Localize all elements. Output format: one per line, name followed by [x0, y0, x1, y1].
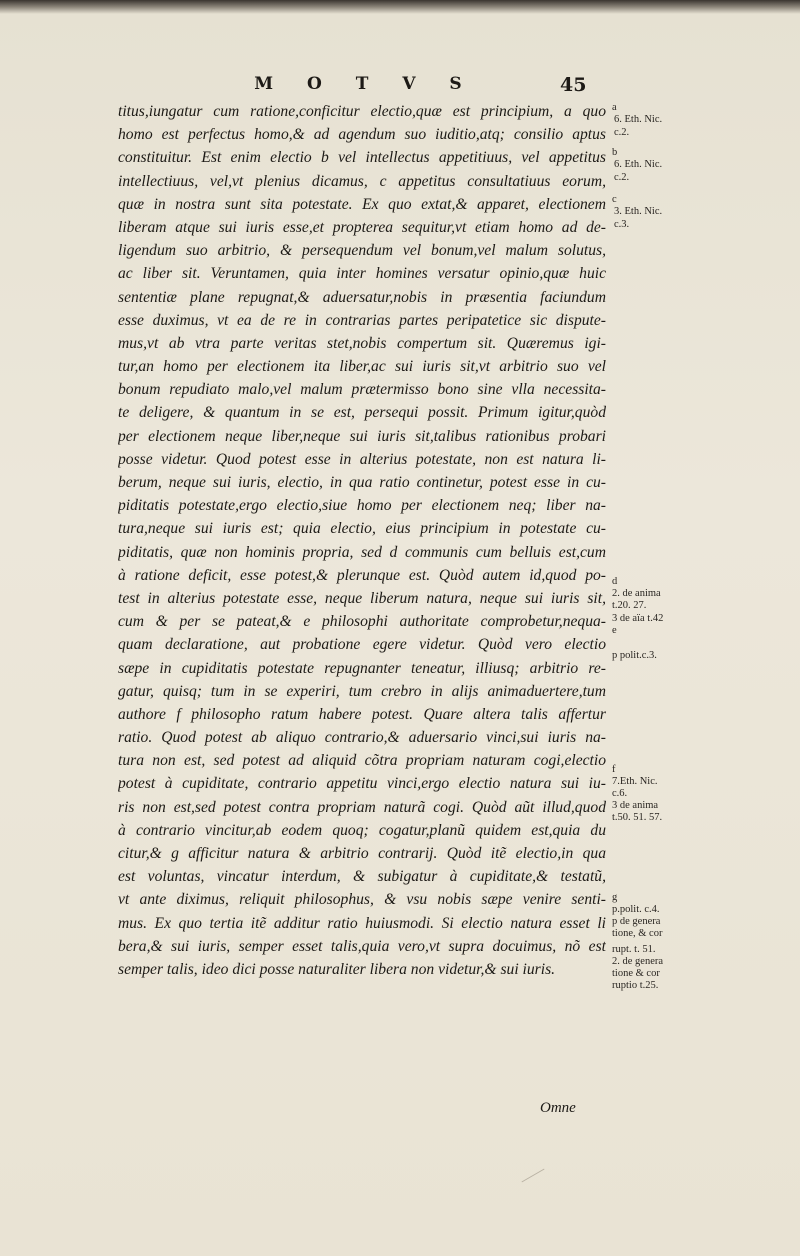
- margin-note: c.2.: [614, 127, 630, 138]
- text-line: tura non est, sed potest ad aliquid cõtra propriam naturam cogi,electio: [118, 752, 606, 770]
- text-line: te deligere, & quantum in se est, persequi possit. Primum igitur,quòd: [118, 404, 606, 422]
- margin-note: c: [612, 194, 617, 205]
- text-line: per electionem neque liber,neque sui iuris sit,talibus rationibus probari: [118, 427, 606, 445]
- text-line: bera,& sui iuris, semper esset talis,quia vero,vt supra docuimus, nõ est: [118, 937, 606, 955]
- text-line: est voluntas, vincatur interdum, & subigatur à cupiditate,& testatũ,: [118, 868, 606, 886]
- text-line: test in alterius potestate esse, neque liberum natura, neque sui iuris sit,: [118, 589, 606, 607]
- margin-note: 2. de anima: [612, 588, 661, 599]
- pencil-mark: [521, 1169, 544, 1183]
- text-line: intellectiuus, vel,vt plenius dicamus, c appetitus consultatiuus eorum,: [118, 172, 606, 190]
- margin-note: 3. Eth. Nic.: [614, 206, 663, 217]
- text-line: esse duximus, vt ea de re in contrarias partes peripatetice sic dispute-: [118, 311, 606, 329]
- text-line: potest à cupiditate, contrario appetitu vinci,ergo electio natura sui iu-: [118, 775, 606, 793]
- text-line: à ratione deficit, esse potest,& plerunque est. Quòd autem id,quod po-: [118, 566, 606, 584]
- margin-note: d: [612, 576, 618, 587]
- text-line: tur,an homo per electionem ita liber,ac sui iuris sit,vt arbitrio suo vel: [118, 358, 606, 376]
- margin-note: 2. de genera: [612, 956, 664, 967]
- text-line: sæpe in cupiditatis potestate repugnanter teneatur, illiusq; arbitrio re-: [118, 659, 606, 677]
- text-line: authore f philosopho ratum habere potest. Quare altera talis affertur: [118, 705, 606, 723]
- text-line: cum & per se pateat,& e philosophi authoritate comprobetur,nequa-: [118, 613, 606, 631]
- margin-note: 6. Eth. Nic.: [614, 159, 663, 170]
- text-line: berum, neque sui iuris, electio, in qua ratio continetur, potest esse in cu-: [118, 474, 606, 491]
- margin-note: p polit.c.3.: [612, 650, 657, 661]
- text-line: liberam atque sui iuris esse,et propterea sequitur,vt etiam homo ad de-: [118, 218, 606, 236]
- text-line: quæ in nostra sunt sita potestate. Ex quo extat,& apparet, electionem: [118, 195, 606, 213]
- margin-note: 3 de anima: [612, 800, 659, 811]
- text-line: constituitur. Est enim electio b vel intellectus appetitiuus, vel appetitus: [118, 149, 606, 167]
- margin-note: p.polit. c.4.: [612, 904, 660, 915]
- text-line: tura,neque sui iuris est; quia electio, eius principium in potestate cu-: [118, 520, 606, 538]
- text-line: semper talis, ideo dici posse naturaliter libera non videtur,& sui iuris.: [118, 960, 556, 978]
- margin-note: t.50. 51. 57.: [612, 812, 663, 823]
- text-line: piditatis, quæ non hominis propria, sed d communis cum belluis est,cum: [118, 543, 606, 561]
- margin-note: b: [612, 147, 618, 158]
- text-line: homo est perfectus homo,& ad agendum suo iuditio,atq; consilio aptus: [118, 126, 606, 144]
- margin-note: a: [612, 102, 617, 113]
- margin-note: rupt. t. 51.: [612, 944, 656, 955]
- margin-note: ruptio t.25.: [612, 980, 659, 991]
- page-number: 45: [560, 74, 587, 96]
- margin-note: 6. Eth. Nic.: [614, 114, 663, 125]
- running-head: M O T V S: [254, 74, 476, 94]
- text-line: bonum repudiato malo,vel malum prætermisso bono sine vlla necessita-: [118, 381, 606, 399]
- margin-note: t.20. 27.: [612, 600, 647, 611]
- margin-note: e: [612, 625, 617, 636]
- margin-note: g: [612, 892, 618, 903]
- text-line: ris non est,sed potest contra propriam naturã cogi. Quòd aũt illud,quod: [118, 798, 606, 816]
- catchword: Omne: [540, 1100, 576, 1116]
- margin-note: tione & cor: [612, 968, 660, 979]
- text-line: ac liber sit. Veruntamen, quia inter homines versatur opinio,quæ huic: [118, 265, 606, 283]
- margin-note: 7.Eth. Nic.: [612, 776, 658, 787]
- page-edge-shadow: [0, 0, 800, 14]
- text-line: piditatis potestate,ergo electio,siue homo per electionem neq; liber na-: [118, 497, 606, 515]
- margin-note: c.2.: [614, 172, 630, 183]
- text-line: citur,& g afficitur natura & arbitrio contrarij. Quòd itẽ electio,in qua: [118, 845, 606, 862]
- margin-note: c.6.: [612, 788, 628, 799]
- text-line: posse videtur. Quod potest esse in alterius potestate, non est natura li-: [118, 450, 606, 468]
- text-line: ligendum suo arbitrio, & persequendum vel bonum,vel malum solutus,: [118, 242, 606, 260]
- margin-note: 3 de aïa t.42: [612, 613, 664, 624]
- text-line: quam declaratione, aut probatione egere videtur. Quòd vero electio: [118, 636, 606, 654]
- text-line: vt ante diximus, reliquit philosophus, & vsu nobis sæpe venire senti-: [118, 891, 606, 909]
- text-line: mus,vt ab vtra parte veritas stet,nobis compertum sit. Quæremus igi-: [118, 334, 606, 352]
- text-line: titus,iungatur cum ratione,conficitur electio,quæ est principium, a quo: [118, 103, 606, 120]
- text-line: gatur, quisq; tum in se experiri, tum crebro in alijs animaduertere,tum: [118, 682, 606, 700]
- margin-note: p de genera: [612, 916, 661, 927]
- text-line: ratio. Quod potest ab aliquo contrario,& aduersario vinci,sui iuris na-: [118, 729, 606, 747]
- text-line: mus. Ex quo tertia itẽ additur ratio huiusmodi. Si electio natura esset li: [118, 914, 606, 932]
- margin-note: f: [612, 764, 616, 775]
- text-line: à contrario vincitur,ab eodem quoq; cogatur,planũ quidem est,quia du: [118, 821, 606, 839]
- text-line: sententiæ plane repugnat,& aduersatur,nobis in præsentia faciundum: [118, 288, 606, 306]
- body-text: [118, 100, 606, 981]
- margin-note: tione, & cor: [612, 928, 663, 939]
- margin-note: c.3.: [614, 219, 630, 230]
